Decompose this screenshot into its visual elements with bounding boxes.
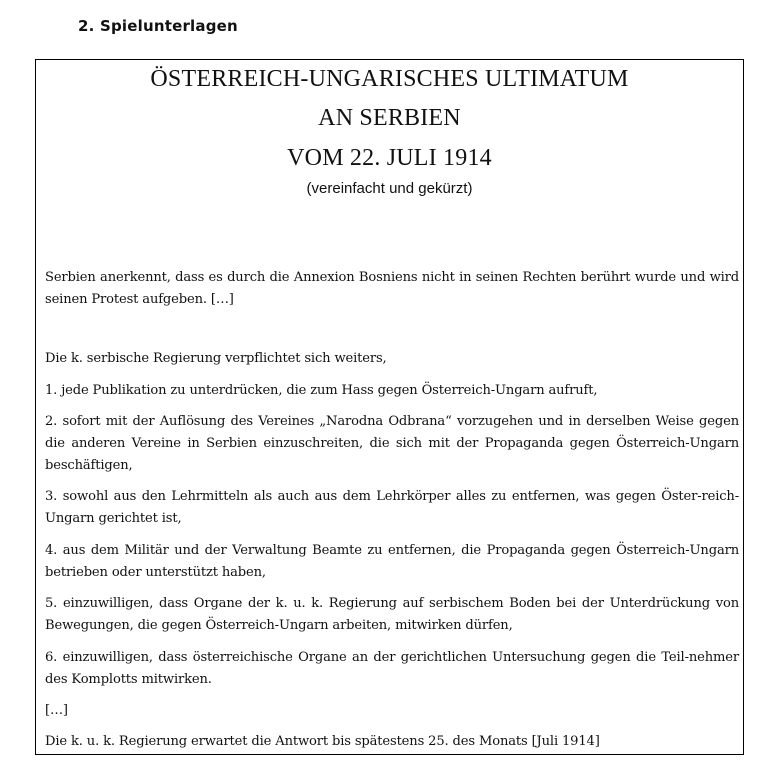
document-title-line-3: VOM 22. JULI 1914 — [287, 145, 492, 171]
intro-paragraph: Serbien anerkennt, dass es durch die Annexion Bosniens nicht in seinen Rechten berührt wurde und wird seinen Protest aufgeben. […] — [45, 270, 739, 307]
demand-item-2: 2. sofort mit der Auflösung des Vereines „Narodna Odbrana“ vorzugehen und in derselben Weise gegen die anderen Vereine in Serbien einzuschreiten, die sich mit der Propaganda gegen Österreich-Ungarn beschäftigen, — [45, 414, 739, 473]
ultimatum-document — [35, 59, 744, 755]
demand-item-1: 1. jede Publikation zu unterdrücken, die zum Hass gegen Österreich-Ungarn aufruft, — [45, 383, 598, 398]
omission-marker: […] — [45, 703, 68, 718]
document-title-line-1: ÖSTERREICH-UNGARISCHES ULTIMATUM — [150, 66, 629, 92]
section-heading: 2. Spielunterlagen — [78, 17, 238, 35]
demand-item-6: 6. einzuwilligen, dass österreichische Organe an der gerichtlichen Untersuchung gegen die Teil-nehmer des Komplotts mitwirken. — [45, 650, 739, 687]
document-subtitle: (vereinfacht und gekürzt) — [306, 180, 473, 197]
demand-item-5: 5. einzuwilligen, dass Organe der k. u. k. Regierung auf serbischem Boden bei der Unterdrückung von Bewegungen, die gegen Österreich-Ungarn arbeiten, mitwirken dürfen, — [45, 596, 739, 633]
demand-item-3: 3. sowohl aus den Lehrmitteln als auch aus dem Lehrkörper alles zu entfernen, was gegen Öster-reich-Ungarn gerichtet ist, — [45, 489, 739, 526]
final-paragraph: Die k. u. k. Regierung erwartet die Antwort bis spätestens 25. des Monats [Juli 1914] — [45, 734, 600, 749]
document-title-line-2: AN SERBIEN — [318, 105, 461, 131]
demand-item-4: 4. aus dem Militär und der Verwaltung Beamte zu entfernen, die Propaganda gegen Österreich-Ungarn betrieben oder unterstützt haben, — [45, 543, 739, 580]
lead-paragraph: Die k. serbische Regierung verpflichtet sich weiters, — [45, 351, 387, 366]
